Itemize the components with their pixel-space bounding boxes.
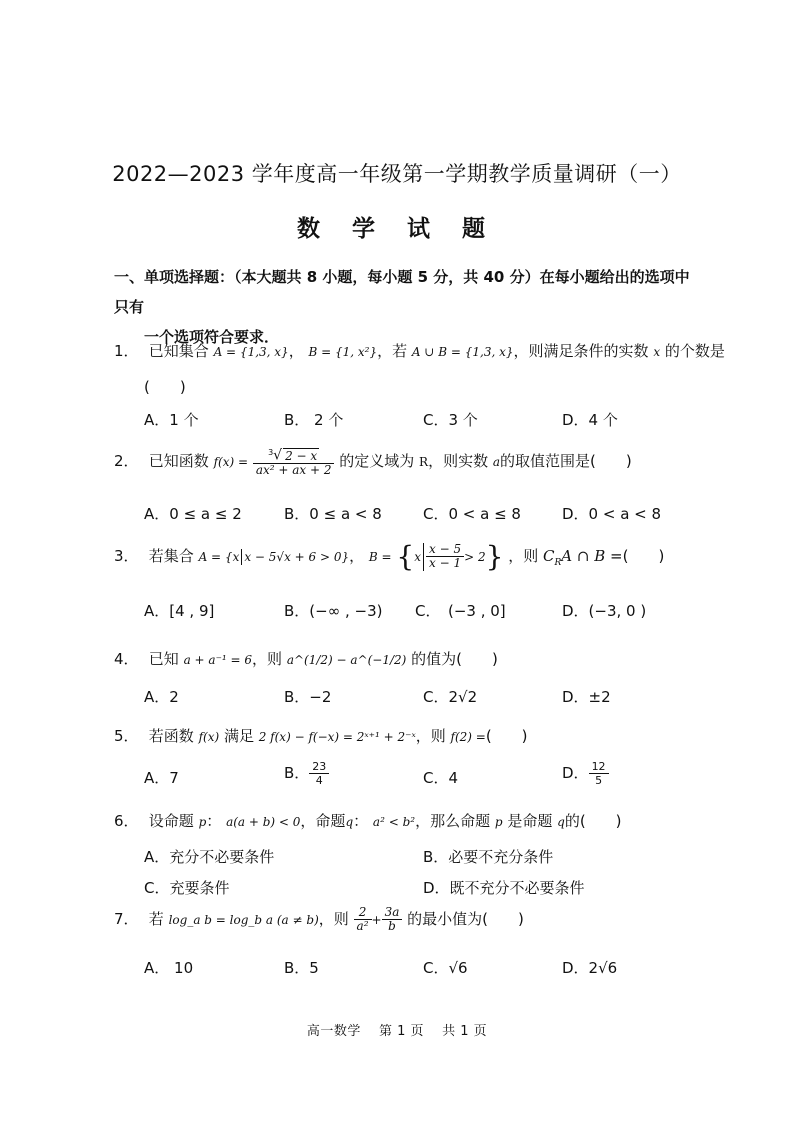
denominator: 5 [595, 774, 603, 787]
denominator: a² [356, 919, 369, 933]
math-expr: x [414, 550, 421, 564]
exam-title: 2022—2023 学年度高一年级第一学期教学质量调研（一） [112, 162, 682, 186]
option-d: D．0 < a < 8 [562, 505, 662, 523]
question-text: 已知 [148, 650, 179, 668]
question-6 [114, 810, 622, 831]
question-text: ，若 [377, 342, 408, 360]
question-number: 1． [114, 342, 139, 360]
section-instructions [114, 262, 704, 352]
math-expr: q [557, 815, 565, 829]
question-text: ，则 [252, 650, 283, 668]
math-expr: a^(1/2) − a^(−1/2) [286, 653, 407, 667]
option-d: D． $\frac{12}{5}$ [562, 760, 609, 787]
math-expr: R [554, 558, 562, 568]
question-text: 的取值范围是( ) [500, 451, 632, 470]
denominator: 4 [315, 774, 323, 787]
question-text: 设命题 [148, 812, 194, 830]
numerator: 23 [309, 760, 329, 774]
question-text: ： [206, 812, 222, 830]
numerator: x − 5 [426, 543, 464, 557]
page-footer: 高一数学 第 1 页 共 1 页 [306, 1024, 488, 1039]
option-c: C． (−3 , 0] [415, 602, 506, 620]
option-a: A． 10 [144, 959, 194, 977]
math-expr: A = {1,3, x} [213, 345, 289, 359]
math-expr: p [198, 815, 207, 829]
option-d: D．2√6 [562, 959, 618, 977]
math-expr: f(2) = [450, 730, 486, 744]
option-c: C．0 < a ≤ 8 [423, 505, 521, 523]
question-5 [114, 725, 528, 746]
math-expr: B = {1, x²} [308, 345, 378, 359]
math-expr: + [371, 913, 382, 927]
question-text: ， [349, 547, 365, 565]
section-line-1: 一、单项选择题：（本大题共 8 小题，每小题 5 分，共 40 分）在每小题给出的选项中只有 [114, 268, 690, 316]
question-text: 已知集合 [148, 342, 209, 360]
question-4 [114, 648, 498, 669]
answer-paren: ( ) [144, 378, 186, 396]
denominator: x − 1 [429, 556, 462, 570]
question-text: 若函数 [148, 727, 194, 745]
math-expr: q [345, 815, 354, 829]
math-expr: f(x) = [213, 454, 249, 469]
fraction [382, 906, 403, 933]
question-text: 的值为( ) [411, 650, 498, 668]
question-text: 满足 [223, 727, 254, 745]
math-expr: C [543, 547, 555, 565]
root-index: 3 [268, 448, 274, 457]
option-b: B．(−∞ , −3) [284, 602, 383, 620]
question-text: 若集合 [148, 547, 194, 565]
question-text: ，则 [508, 547, 539, 565]
math-expr: p [494, 815, 503, 829]
question-text: =( ) [610, 547, 665, 565]
math-expr: > 2 [464, 550, 486, 564]
option-c: C．3 个 [423, 411, 478, 429]
fraction [426, 543, 464, 570]
option-b: B．−2 [284, 688, 332, 706]
option-c: C．4 [423, 769, 459, 787]
question-number: 6． [114, 812, 139, 830]
question-text: 的( ) [564, 812, 622, 830]
numerator: 2 [354, 906, 372, 920]
option-b: B．0 ≤ a < 8 [284, 505, 382, 523]
option-c: C．√6 [423, 959, 468, 977]
question-text: ， [288, 342, 304, 360]
math-expr: 2 f(x) − f(−x) = 2ˣ⁺¹ + 2⁻ˣ [258, 730, 416, 744]
question-text: ，则 [415, 727, 446, 745]
option-b: B． $\frac{23}{4}$ [284, 760, 329, 787]
option-a: A．0 ≤ a ≤ 2 [144, 505, 242, 523]
question-number: 5． [114, 727, 139, 745]
math-expr: A ∩ B [561, 547, 606, 565]
option-a: A．[4 , 9] [144, 602, 215, 620]
question-text: ，则满足条件的实数 [513, 342, 649, 360]
math-expr: a + a⁻¹ = 6 [183, 653, 253, 667]
option-c: C．充要条件 [144, 879, 230, 897]
math-expr: x [653, 345, 661, 359]
question-2 [114, 446, 632, 477]
option-b: B．5 [284, 959, 319, 977]
question-text: ，命题 [300, 812, 346, 830]
math-expr: a² < b² [372, 815, 416, 829]
option-a: A．充分不必要条件 [144, 848, 275, 866]
option-c: C．2√2 [423, 688, 478, 706]
question-text: 的定义域为 [339, 451, 415, 470]
denominator: b [388, 919, 396, 933]
question-text: ，则 [318, 910, 349, 928]
question-text: 的最小值为( ) [407, 910, 524, 928]
option-d: D．(−3, 0 ) [562, 602, 647, 620]
question-text: 是命题 [507, 812, 553, 830]
question-1 [114, 340, 725, 361]
option-d: D．4 个 [562, 411, 618, 429]
question-number: 2． [114, 451, 139, 470]
option-a: A．1 个 [144, 411, 199, 429]
math-expr: R [419, 454, 429, 469]
option-d: D．±2 [562, 688, 611, 706]
math-expr: B = [368, 550, 392, 564]
fraction [354, 906, 372, 933]
question-number: 7． [114, 910, 139, 928]
option-b: B． 2 个 [284, 411, 344, 429]
question-text: 的个数是 [664, 342, 725, 360]
question-text: 已知函数 [148, 451, 209, 470]
option-a: A．2 [144, 688, 179, 706]
math-expr: a [492, 454, 501, 469]
question-text: 若 [148, 910, 164, 928]
math-expr: a(a + b) < 0 [226, 815, 301, 829]
math-expr: x − 5√x + 6 > 0} [244, 550, 350, 564]
fraction: $\frac{^3√ 2 - x}{\text{ax² + ax + 2}}$ [253, 446, 335, 477]
numerator: 3a [382, 906, 403, 920]
numerator: 12 [589, 760, 609, 774]
question-text: ( ) [485, 727, 528, 745]
question-number: 3． [114, 547, 139, 565]
math-expr: f(x) [198, 730, 220, 744]
subject-title: 数 学 试 题 [296, 216, 498, 242]
question-text: ，则实数 [428, 451, 489, 470]
math-expr: log_a b = log_b a (a ≠ b) [168, 913, 319, 927]
option-a: A．7 [144, 769, 179, 787]
option-d: D．既不充分不必要条件 [423, 879, 585, 897]
question-number: 4． [114, 650, 139, 668]
option-b: B．必要不充分条件 [423, 848, 554, 866]
question-text: ，那么命题 [415, 812, 491, 830]
section-line-2: 一个选项符合要求． [144, 328, 280, 346]
denominator: ax² + ax + 2 [255, 462, 332, 477]
math-expr: A ∪ B = {1,3, x} [411, 345, 514, 359]
question-7 [114, 906, 524, 933]
math-expr: A = {x [198, 550, 240, 564]
question-3: 3． 若集合 A = {x x − 5√x + 6 > 0}， B = {x $\frac{x - 5}{x - 1}$ > 2} ，则 $C_RA$ ∩ B =( ) [114, 540, 665, 573]
numerator: 2 − x [285, 448, 318, 463]
question-text: ： [353, 812, 369, 830]
